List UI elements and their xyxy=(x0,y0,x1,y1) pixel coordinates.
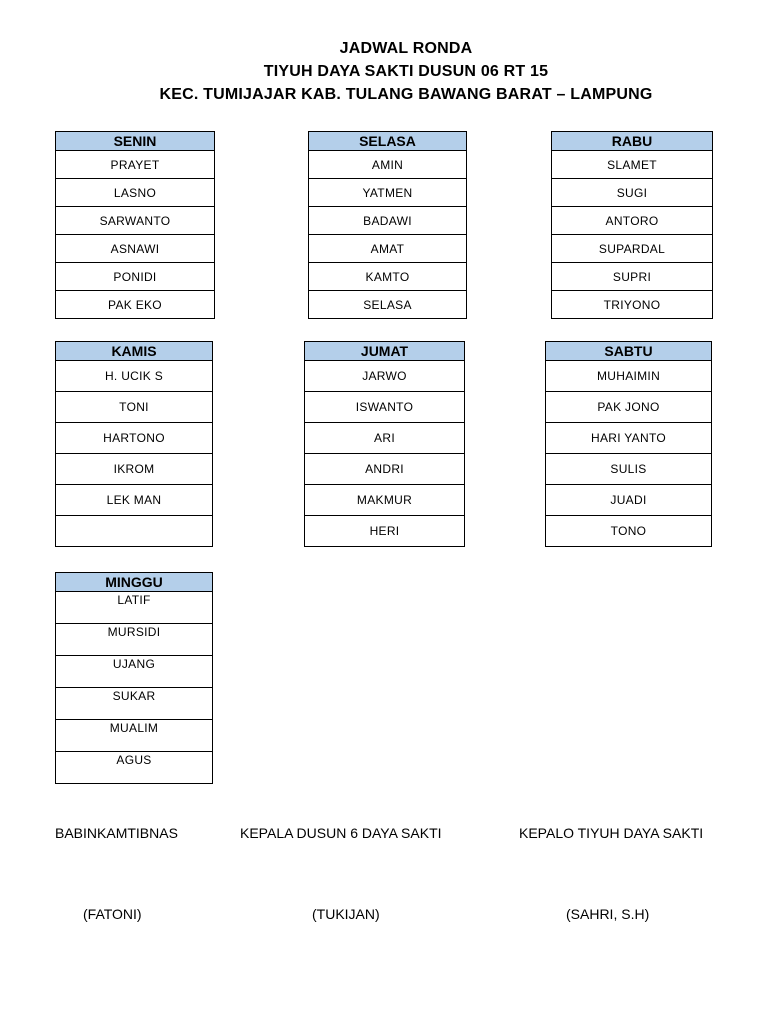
member-name xyxy=(56,516,213,547)
schedule-table-sabtu xyxy=(545,341,712,547)
table-row xyxy=(56,263,215,291)
member-name: HARTONO xyxy=(56,423,213,454)
schedule-table-kamis xyxy=(55,341,213,547)
member-name: TRIYONO xyxy=(552,291,713,319)
signature-title-kepala-tiyuh: KEPALO TIYUH DAYA SAKTI xyxy=(519,825,704,841)
table-row xyxy=(552,207,713,235)
day-header-rabu: RABU xyxy=(552,132,713,151)
title-line-2: TIYUH DAYA SAKTI DUSUN 06 RT 15 xyxy=(263,63,549,80)
table-row xyxy=(56,485,213,516)
member-name: SULIS xyxy=(546,454,712,485)
member-name: LATIF xyxy=(56,592,213,624)
member-name: LEK MAN xyxy=(56,485,213,516)
member-name: HERI xyxy=(305,516,465,547)
table-row xyxy=(309,235,467,263)
table-row xyxy=(305,485,465,516)
signature-name-sahri: (SAHRI, S.H) xyxy=(566,906,650,922)
table-row xyxy=(56,656,213,688)
member-name: PAK EKO xyxy=(56,291,215,319)
member-name: MURSIDI xyxy=(56,624,213,656)
table-row xyxy=(305,454,465,485)
table-row xyxy=(546,516,712,547)
member-name: SELASA xyxy=(309,291,467,319)
table-row xyxy=(56,361,213,392)
table-row xyxy=(309,179,467,207)
member-name: ISWANTO xyxy=(305,392,465,423)
table-row xyxy=(552,291,713,319)
member-name: HARI YANTO xyxy=(546,423,712,454)
table-row xyxy=(56,291,215,319)
table-row xyxy=(552,263,713,291)
member-name: SUKAR xyxy=(56,688,213,720)
table-row xyxy=(305,516,465,547)
table-row xyxy=(56,179,215,207)
title-line-1: JADWAL RONDA xyxy=(339,40,473,57)
table-row xyxy=(56,392,213,423)
table-row xyxy=(305,423,465,454)
member-name: BADAWI xyxy=(309,207,467,235)
table-row xyxy=(309,207,467,235)
schedule-table-selasa xyxy=(308,131,467,319)
member-name: PONIDI xyxy=(56,263,215,291)
signature-title-kepala-dusun: KEPALA DUSUN 6 DAYA SAKTI xyxy=(240,825,442,841)
table-row xyxy=(56,454,213,485)
day-header-senin: SENIN xyxy=(56,132,215,151)
member-name: MUALIM xyxy=(56,720,213,752)
member-name: TONI xyxy=(56,392,213,423)
table-row xyxy=(56,516,213,547)
table-row xyxy=(546,485,712,516)
table-row xyxy=(56,235,215,263)
member-name: TONO xyxy=(546,516,712,547)
member-name: H. UCIK S xyxy=(56,361,213,392)
table-row xyxy=(56,688,213,720)
table-row xyxy=(546,361,712,392)
member-name: ASNAWI xyxy=(56,235,215,263)
signature-title-babinkamtibnas: BABINKAMTIBNAS xyxy=(55,825,178,841)
day-header-jumat: JUMAT xyxy=(305,342,465,361)
member-name: SUPRI xyxy=(552,263,713,291)
table-row xyxy=(56,207,215,235)
table-row xyxy=(546,423,712,454)
member-name: ANTORO xyxy=(552,207,713,235)
member-name: MUHAIMIN xyxy=(546,361,712,392)
table-row xyxy=(56,151,215,179)
day-header-sabtu: SABTU xyxy=(546,342,712,361)
table-row xyxy=(546,454,712,485)
schedule-table-minggu xyxy=(55,572,213,784)
schedule-table-senin xyxy=(55,131,215,319)
member-name: AMIN xyxy=(309,151,467,179)
table-row xyxy=(552,235,713,263)
table-row xyxy=(56,592,213,624)
member-name: AGUS xyxy=(56,752,213,784)
member-name: JUADI xyxy=(546,485,712,516)
schedule-table-jumat xyxy=(304,341,465,547)
table-row xyxy=(552,151,713,179)
member-name: SARWANTO xyxy=(56,207,215,235)
member-name: AMAT xyxy=(309,235,467,263)
day-header-selasa: SELASA xyxy=(309,132,467,151)
member-name: PRAYET xyxy=(56,151,215,179)
table-row xyxy=(305,392,465,423)
member-name: PAK JONO xyxy=(546,392,712,423)
table-row xyxy=(56,720,213,752)
table-row xyxy=(56,624,213,656)
member-name: ANDRI xyxy=(305,454,465,485)
table-row xyxy=(309,263,467,291)
day-header-minggu: MINGGU xyxy=(56,573,213,592)
member-name: YATMEN xyxy=(309,179,467,207)
member-name: JARWO xyxy=(305,361,465,392)
member-name: UJANG xyxy=(56,656,213,688)
member-name: SLAMET xyxy=(552,151,713,179)
table-row xyxy=(56,423,213,454)
table-row xyxy=(546,392,712,423)
table-row xyxy=(56,752,213,784)
table-row xyxy=(305,361,465,392)
signature-name-fatoni: (FATONI) xyxy=(83,906,142,922)
member-name: MAKMUR xyxy=(305,485,465,516)
member-name: SUGI xyxy=(552,179,713,207)
schedule-table-rabu xyxy=(551,131,713,319)
signature-name-tukijan: (TUKIJAN) xyxy=(312,906,380,922)
member-name: SUPARDAL xyxy=(552,235,713,263)
member-name: KAMTO xyxy=(309,263,467,291)
member-name: IKROM xyxy=(56,454,213,485)
member-name: LASNO xyxy=(56,179,215,207)
member-name: ARI xyxy=(305,423,465,454)
table-row xyxy=(309,291,467,319)
table-row xyxy=(552,179,713,207)
day-header-kamis: KAMIS xyxy=(56,342,213,361)
table-row xyxy=(309,151,467,179)
title-line-3: KEC. TUMIJAJAR KAB. TULANG BAWANG BARAT – LAMPUNG xyxy=(159,86,653,103)
